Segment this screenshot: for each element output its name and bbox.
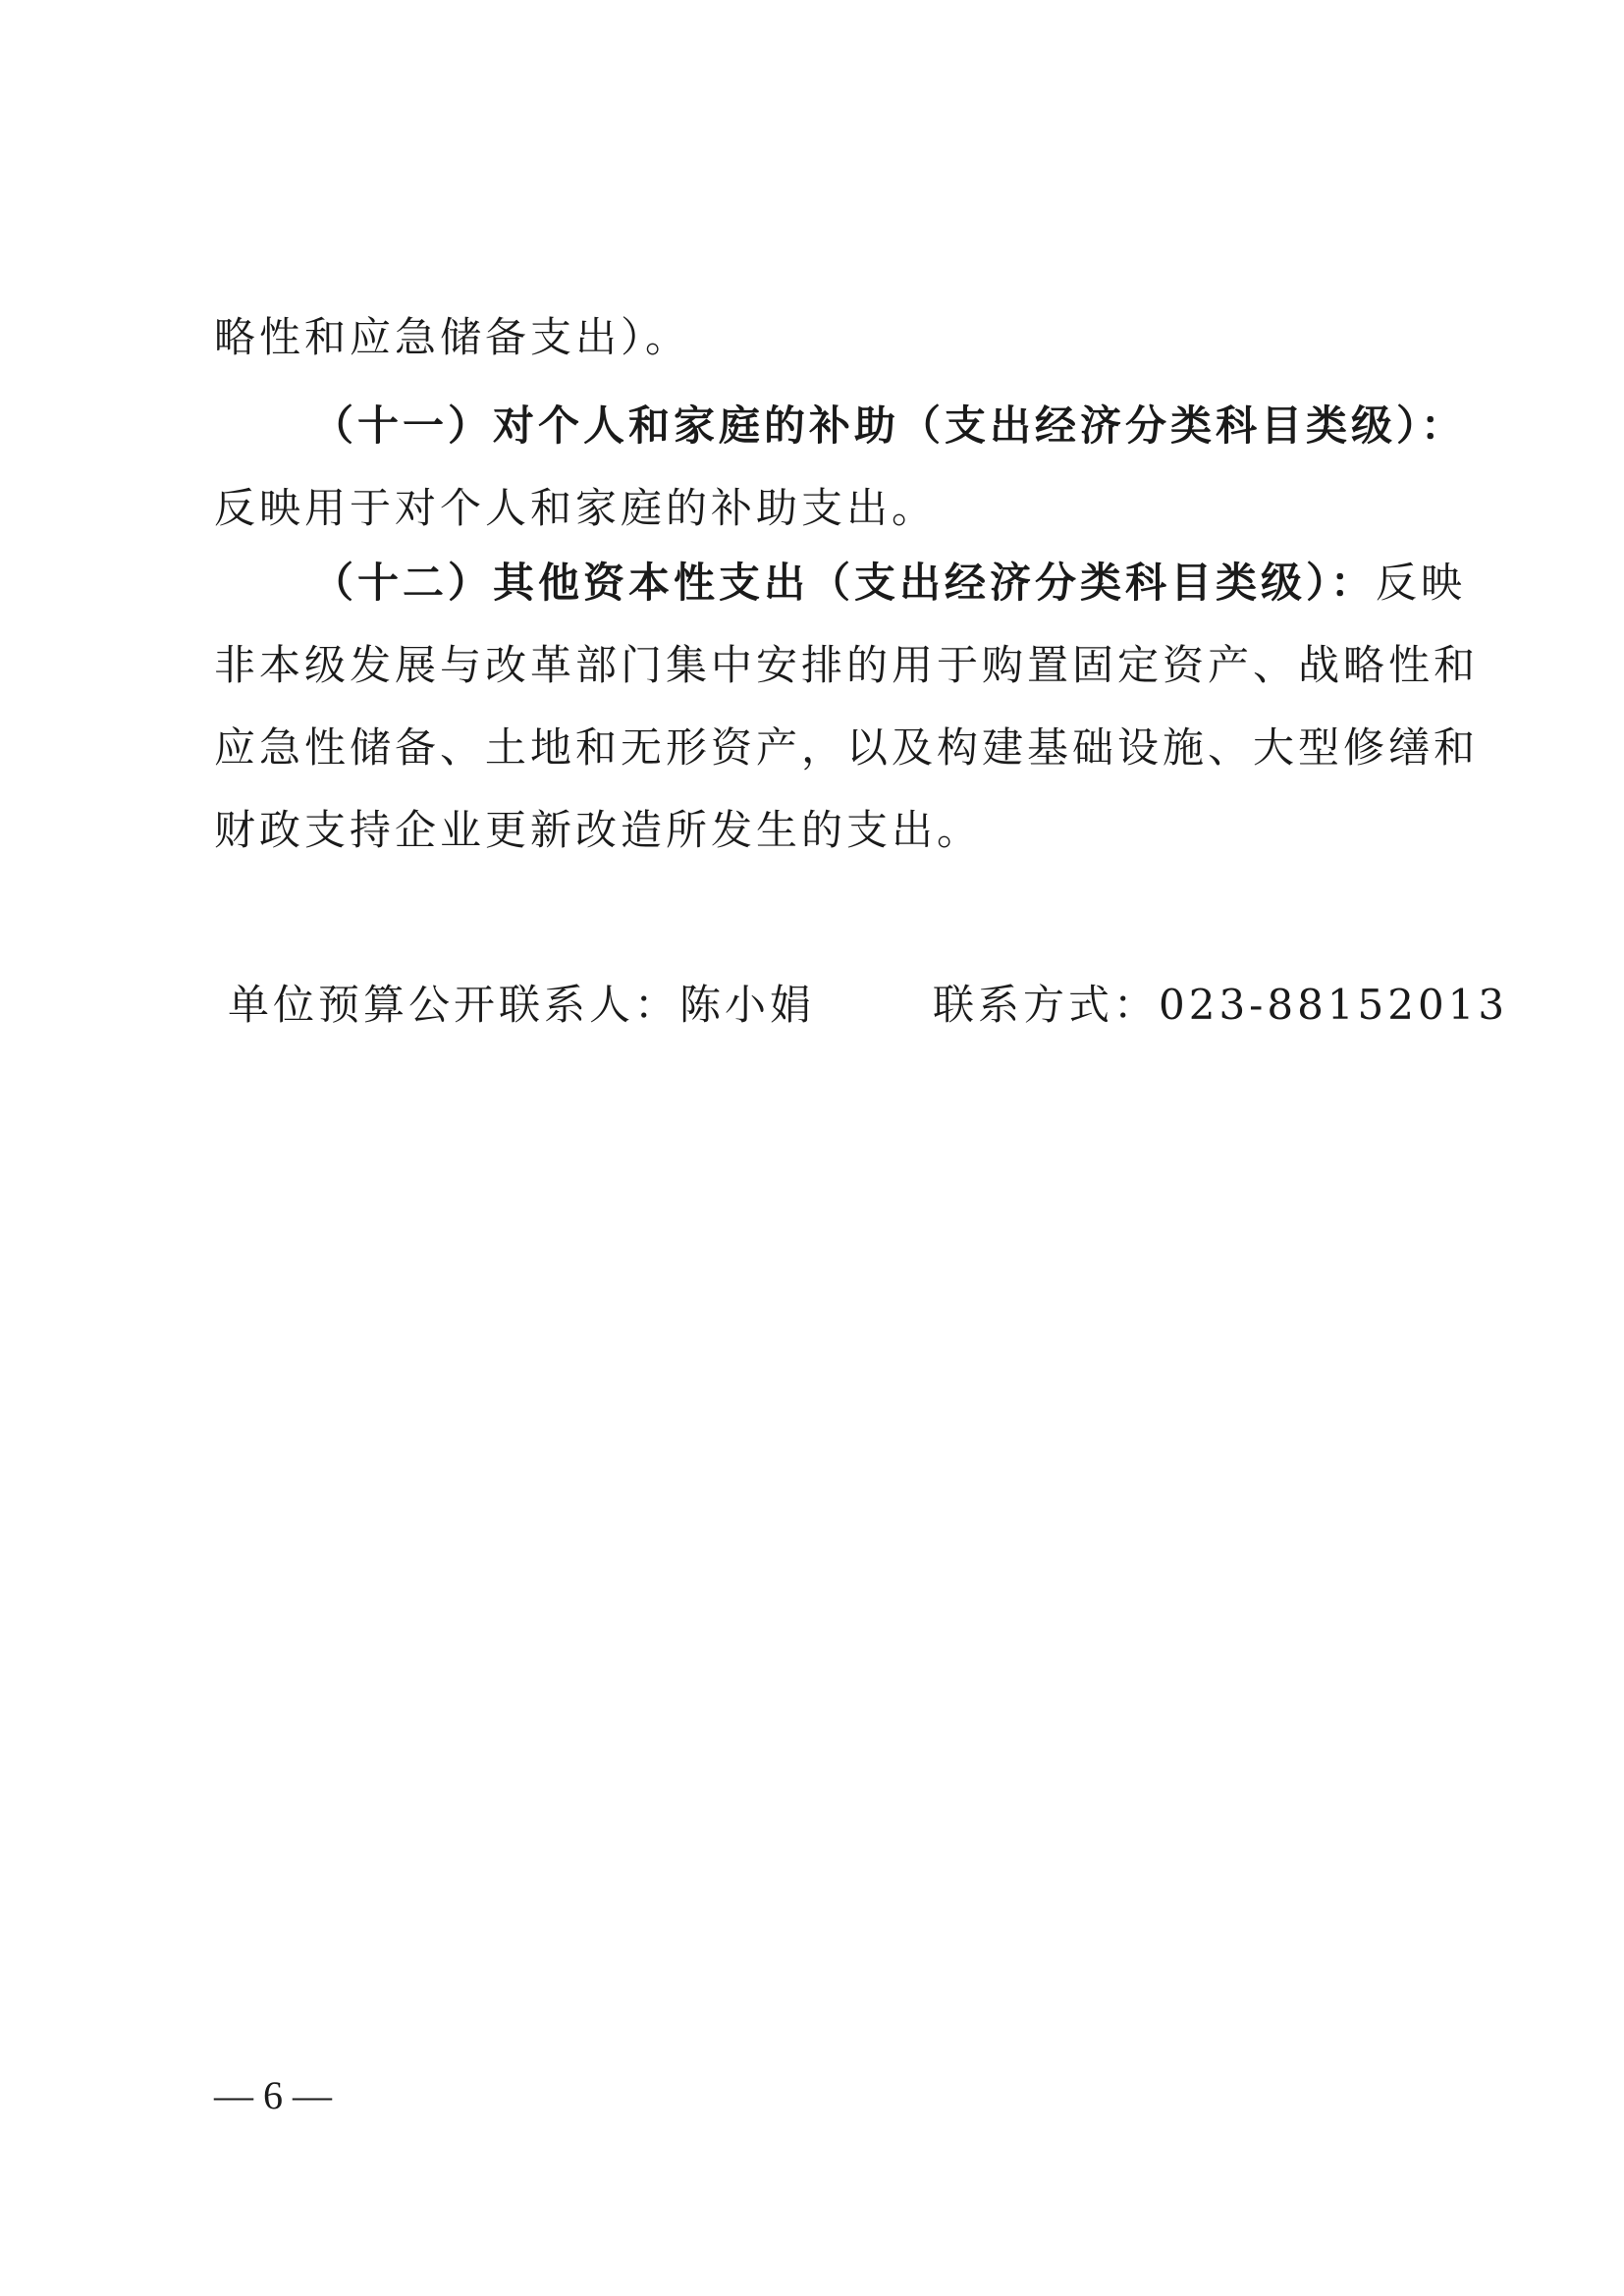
section-12-heading: （十二）其他资本性支出（支出经济分类科目类级）： (312, 559, 1377, 607)
section-12-body-line: 非本级发展与改革部门集中安排的用于购置固定资产、战略性和 (214, 641, 1480, 689)
section-11-heading: （十一）对个人和家庭的补助（支出经济分类科目类级）： (312, 401, 1467, 450)
contact-phone: 联系方式：023-88152013 (933, 981, 1509, 1029)
section-12-body-line: 财政支持企业更新改造所发生的支出。 (214, 806, 983, 854)
section-11-body: 反映用于对个人和家庭的补助支出。 (214, 484, 938, 532)
section-12-heading-line (312, 559, 1467, 607)
section-11-heading-line (312, 401, 1467, 450)
paragraph-continuation: 略性和应急储备支出）。 (214, 313, 691, 361)
page-number: — 6 — (214, 2073, 332, 2117)
contact-person: 单位预算公开联系人：陈小娟 (228, 981, 816, 1029)
section-12-body-start: 反映 (1376, 559, 1467, 607)
section-12-body-line: 应急性储备、土地和无形资产，以及构建基础设施、大型修缮和 (214, 723, 1480, 772)
